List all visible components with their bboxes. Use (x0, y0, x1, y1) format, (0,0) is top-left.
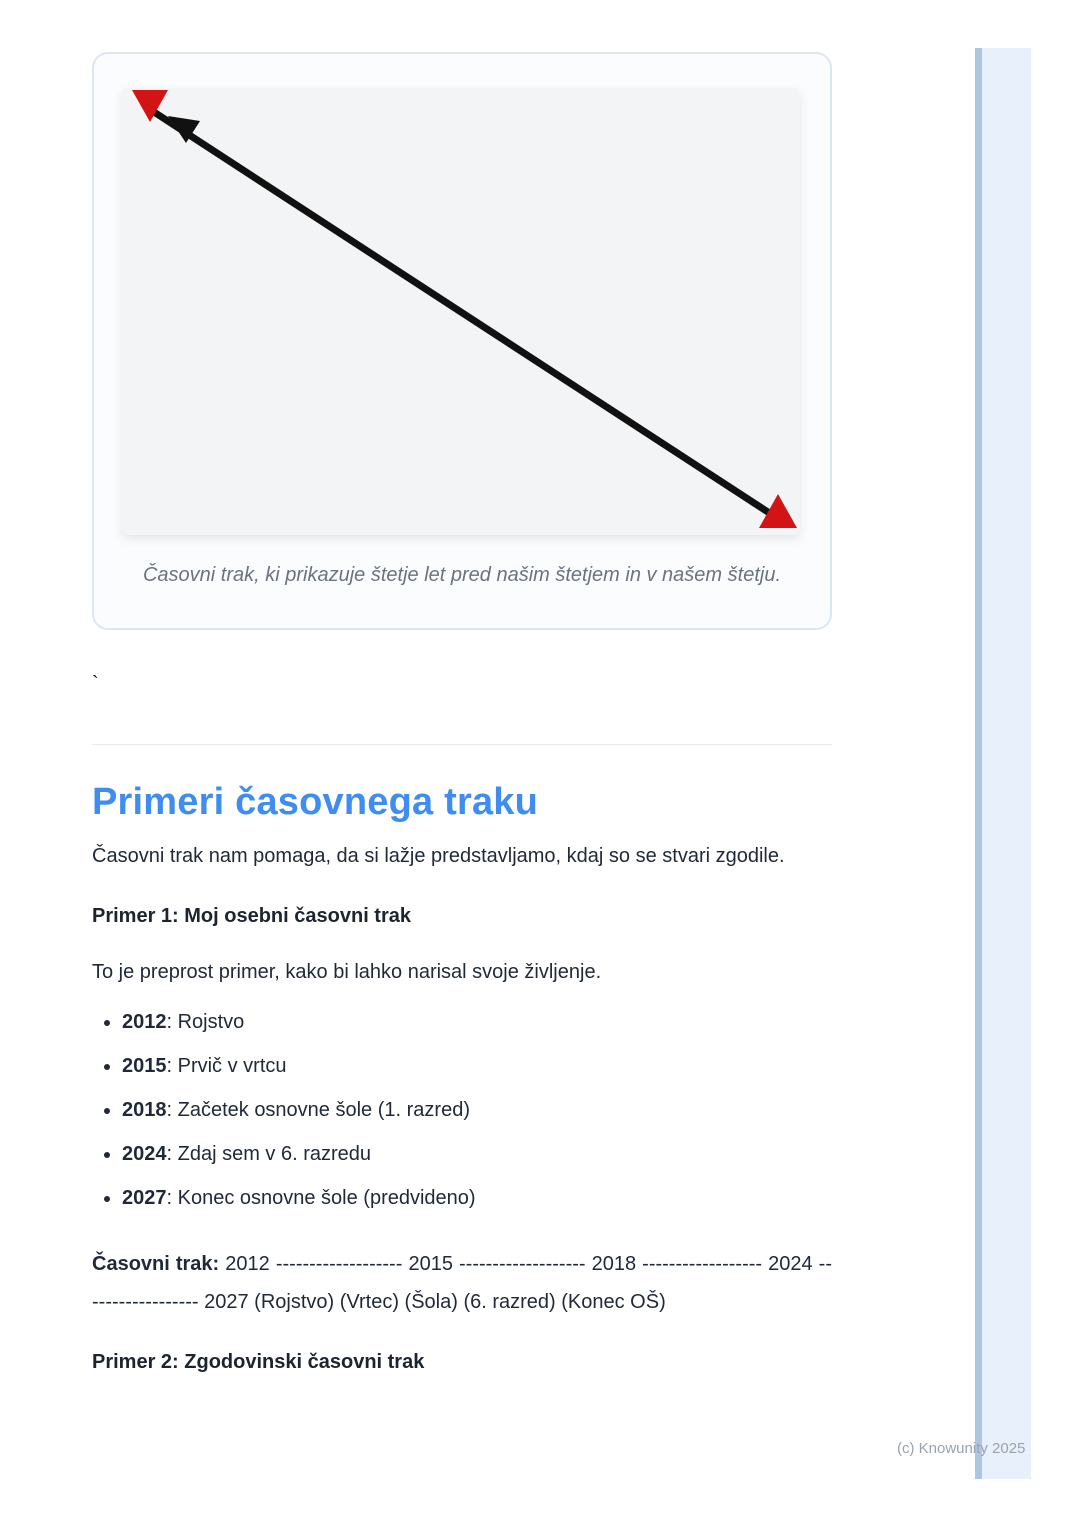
timeline-event: : Začetek osnovne šole (1. razred) (166, 1099, 470, 1121)
ascii-timeline-label: Časovni trak: (92, 1253, 220, 1275)
timeline-list (92, 1009, 832, 1211)
stray-backtick: ` (92, 673, 99, 695)
timeline-line (154, 112, 774, 516)
timeline-event: : Konec osnovne šole (predvideno) (166, 1187, 476, 1209)
ascii-timeline (92, 1245, 832, 1321)
example1-description: To je preprost primer, kako bi lahko narisal svoje življenje. (92, 961, 602, 983)
timeline-year: 2012 (122, 1011, 167, 1033)
ascii-timeline-text: 2012 ------------------- 2015 ------------------- 2018 ------------------ 2024 ------------------ 2027 (Rojstvo) (Vrtec) (Šola) (6. razred) (Konec OŠ) (92, 1253, 832, 1313)
timeline-item (122, 1185, 832, 1211)
section-divider (92, 744, 832, 745)
figure-caption: Časovni trak, ki prikazuje štetje let pred našim štetjem in v našem štetju. (142, 564, 782, 586)
figure-card (92, 52, 832, 630)
scrollbar-track[interactable] (975, 48, 1031, 1479)
timeline-year: 2027 (122, 1187, 167, 1209)
double-arrow-graphic (122, 88, 800, 535)
timeline-year: 2024 (122, 1143, 167, 1165)
timeline-item (122, 1053, 832, 1079)
timeline-item (122, 1141, 832, 1167)
timeline-item (122, 1009, 832, 1035)
timeline-year: 2015 (122, 1055, 167, 1077)
section-heading: Primeri časovnega traku (92, 781, 539, 823)
timeline-event: : Rojstvo (166, 1011, 245, 1033)
example2-title: Primer 2: Zgodovinski časovni trak (92, 1351, 425, 1373)
example1-title: Primer 1: Moj osebni časovni trak (92, 905, 411, 927)
timeline-event: : Prvič v vrtcu (166, 1055, 287, 1077)
timeline-item (122, 1097, 832, 1123)
timeline-year: 2018 (122, 1099, 167, 1121)
copyright: (c) Knowunity 2025 (897, 1440, 1026, 1457)
document-content (92, 0, 832, 1377)
intro-paragraph: Časovni trak nam pomaga, da si lažje predstavljamo, kdaj so se stvari zgodile. (92, 845, 785, 867)
timeline-event: : Zdaj sem v 6. razredu (166, 1143, 372, 1165)
timeline-arrow-image (122, 88, 800, 535)
